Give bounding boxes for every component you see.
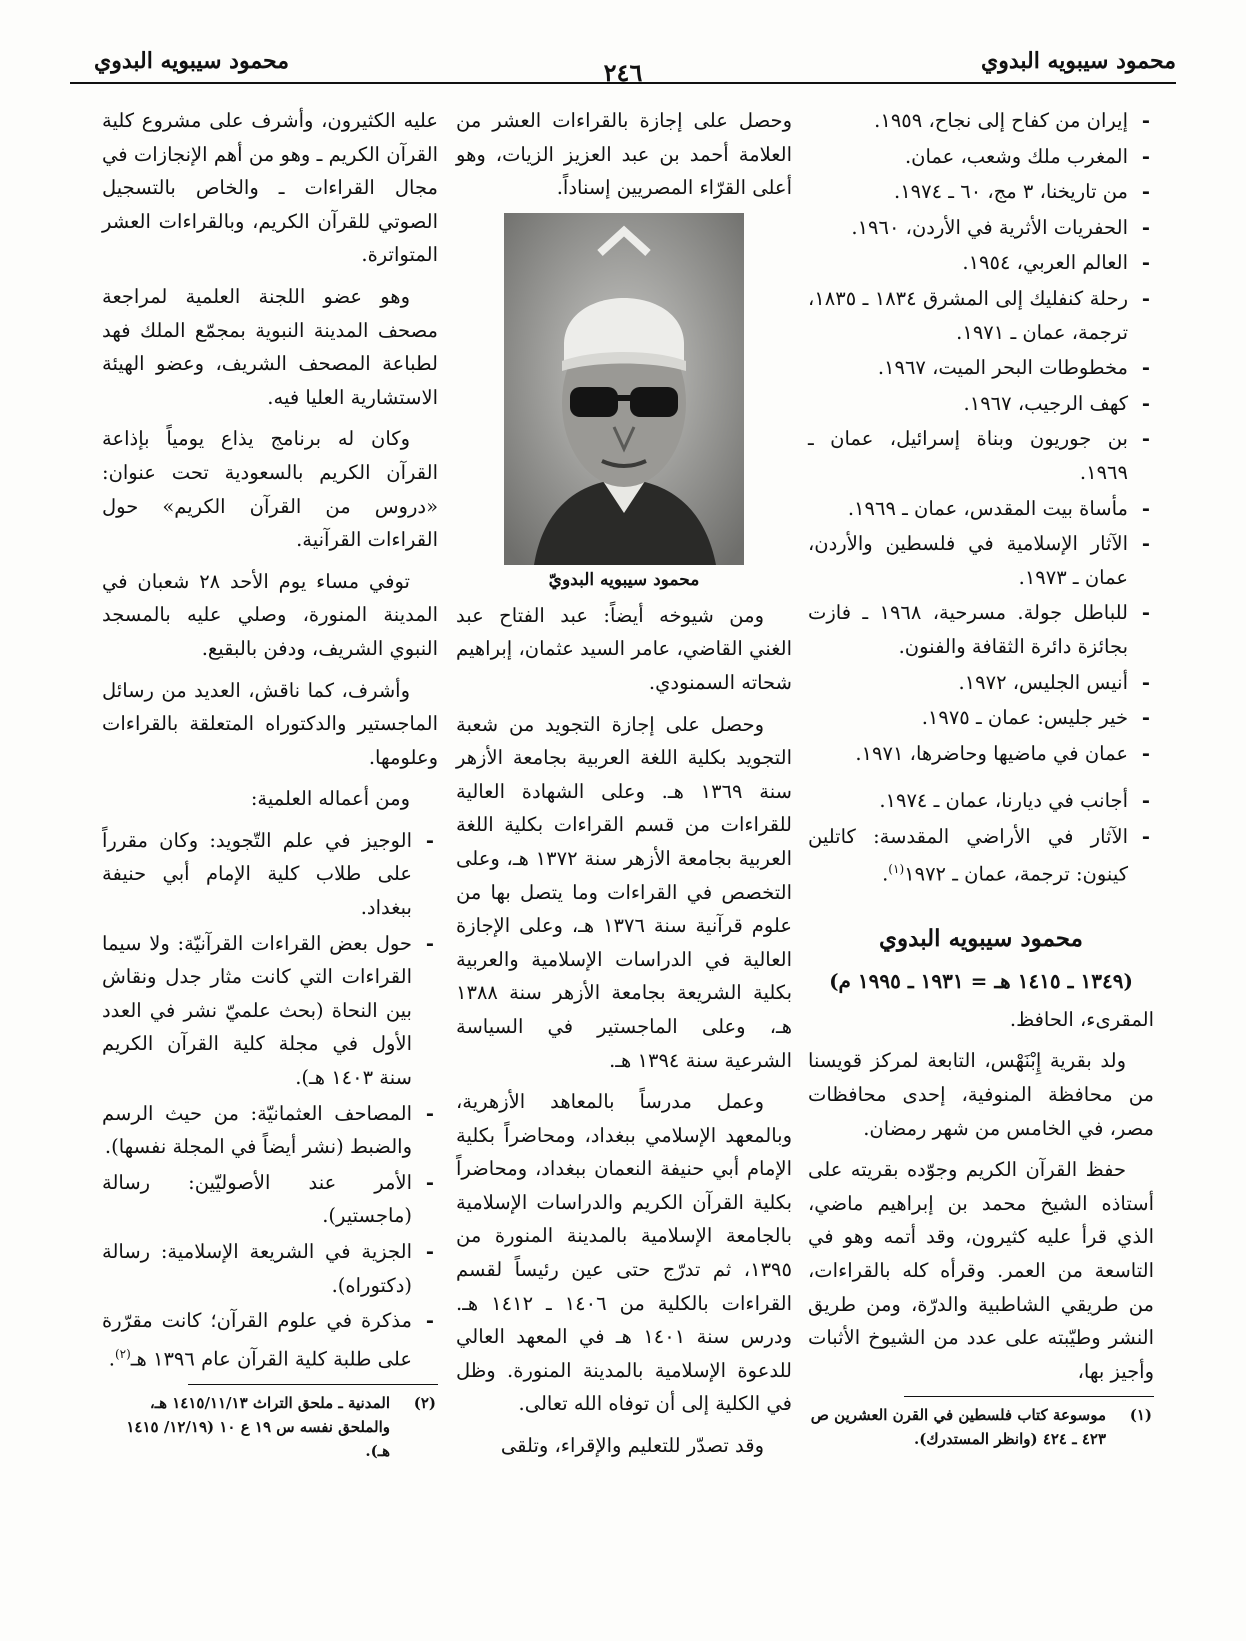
paragraph: وكان له برنامج يذاع يومياً بإذاعة القرآن الكريم بالسعودية تحت عنوان: «دروس من القرآن الكريم» حول القراءات القرآنية. bbox=[102, 427, 438, 552]
footnote-ref: (١) bbox=[888, 862, 905, 877]
works-list bbox=[102, 824, 438, 1376]
biography-title: محمود سيبويه البدوي bbox=[879, 924, 1083, 952]
paragraph: وحصل على إجازة التجويد من شعبة التجويد بكلية اللغة العربية بجامعة الأزهر سنة ١٣٦٩ هـ. وعلى الشهادة العالية للقراءات من قسم القراءات بكلية اللغة العربية بجامعة الأزهر سنة ١٣٧٢ هـ، وعلى التخصص في القراءات وما يتصل بها من علوم قرآنية سنة ١٣٧٦ هـ، وعلى الإجازة العالية في الدراسات الإسلامية والعربية بكلية الشريعة بجامعة الأزهر سنة ١٣٨٨ هـ، وعلى الماجستير في السياسة الشرعية سنة ١٣٩٤ هـ. bbox=[456, 712, 792, 1072]
paragraph: وهو عضو اللجنة العلمية لمراجعة مصحف المدينة النبوية بمجمّع الملك فهد لطباعة المصحف الشريف، وعضو الهيئة الاستشارية العليا فيه. bbox=[102, 284, 438, 409]
list-item: - من تاريخنا، ٣ مج، ٦٠ ـ ١٩٧٤. bbox=[808, 175, 1154, 209]
list-item: - أنيس الجليس، ١٩٧٢. bbox=[808, 666, 1154, 700]
running-head-left: محمود سيبويه البدوي bbox=[94, 48, 290, 74]
page-header bbox=[70, 40, 1176, 87]
header-rule bbox=[70, 82, 1176, 84]
list-item: - للباطل جولة. مسرحية، ١٩٦٨ ـ فازت بجائزة دائرة الثقافة والفنون. bbox=[808, 596, 1154, 663]
footnote bbox=[102, 1391, 438, 1463]
list-item: - خير جليس: عمان ـ ١٩٧٥. bbox=[808, 701, 1154, 735]
list-item: - مأساة بيت المقدس، عمان ـ ١٩٦٩. bbox=[808, 492, 1154, 526]
list-item: - العالم العربي، ١٩٥٤. bbox=[808, 246, 1154, 280]
list-item: - حول بعض القراءات القرآنيّة: ولا سيما القراءات التي كانت مثار جدل ونقاش بين النحاة (بحث علميّ نشر في العدد الأول في مجلة كلية القرآن الكريم سنة ١٤٠٣ هـ). bbox=[102, 927, 438, 1095]
portrait-caption: محمود سيبويه البدويّ bbox=[548, 569, 700, 590]
paragraph: ومن شيوخه أيضاً: عبد الفتاح عبد الغني القاضي، عامر السيد عثمان، إبراهيم شحاته السمنودي. bbox=[456, 603, 792, 694]
list-item: - الآثار الإسلامية في فلسطين والأردن، عمان ـ ١٩٧٣. bbox=[808, 527, 1154, 594]
list-item: - الوجيز في علم التّجويد: وكان مقرراً على طلاب كلية الإمام أبي حنيفة ببغداد. bbox=[102, 824, 438, 925]
portrait-image bbox=[504, 213, 744, 565]
paragraph: عليه الكثيرون، وأشرف على مشروع كلية القرآن الكريم ـ وهو من أهم الإنجازات في مجال القراءات ـ والخاص بالتسجيل الصوتي للقرآن الكريم، وبالقراءات العشر المتواترة. bbox=[102, 109, 438, 267]
list-item: - الجزية في الشريعة الإسلامية: رسالة (دكتوراه). bbox=[102, 1235, 438, 1302]
portrait-photo bbox=[504, 213, 744, 565]
footnote-rule bbox=[188, 1384, 438, 1385]
footnote-text: موسوعة كتاب فلسطين في القرن العشرين ص ٤٢٣ ـ ٤٢٤ (وانظر المستدرك). bbox=[810, 1406, 1106, 1449]
list-item: - الحفريات الأثرية في الأردن، ١٩٦٠. bbox=[808, 211, 1154, 245]
footnote bbox=[808, 1403, 1154, 1451]
list-item-text: الآثار في الأراضي المقدسة: كاتلين كينون: ترجمة، عمان ـ ١٩٧٢ bbox=[808, 824, 1128, 886]
bibliography-list bbox=[808, 104, 1154, 892]
biography-role: المقرىء، الحافظ. bbox=[1009, 1007, 1154, 1031]
footnote-ref: (٢) bbox=[114, 1346, 131, 1361]
footnote-text: المدنية ـ ملحق التراث ١٤١٥/١١/١٣ هـ، والملحق نفسه س ١٩ ع ١٠ (١٢/١٩/ ١٤١٥ هـ). bbox=[126, 1393, 390, 1460]
works-intro: ومن أعماله العلمية: bbox=[250, 787, 410, 811]
footnote-rule bbox=[904, 1396, 1154, 1397]
list-item-text: مذكرة في علوم القرآن؛ كانت مقرّرة على طلبة كلية القرآن عام ١٣٩٦ هـ bbox=[102, 1309, 412, 1371]
list-item: - الأمر عند الأصوليّين: رسالة (ماجستير). bbox=[102, 1166, 438, 1233]
list-item: - عمان في ماضيها وحاضرها، ١٩٧١. bbox=[808, 737, 1154, 771]
paragraph: وحصل على إجازة بالقراءات العشر من العلامة أحمد بن عبد العزيز الزيات، وهو أعلى القرّاء المصريين إسناداً. bbox=[456, 109, 792, 200]
list-item: - مخطوطات البحر الميت، ١٩٦٧. bbox=[808, 351, 1154, 385]
footnote-number: (٢) bbox=[413, 1393, 436, 1412]
list-item bbox=[102, 1304, 438, 1376]
list-item: - إيران من كفاح إلى نجاح، ١٩٥٩. bbox=[808, 104, 1154, 138]
list-item: - أجانب في ديارنا، عمان ـ ١٩٧٤. bbox=[808, 784, 1154, 818]
biography-dates: (١٣٤٩ ـ ١٤١٥ هـ = ١٩٣١ ـ ١٩٩٥ م) bbox=[829, 969, 1133, 994]
list-item: - رحلة كنفليك إلى المشرق ١٨٣٤ ـ ١٨٣٥، ترجمة، عمان ـ ١٩٧١. bbox=[808, 282, 1154, 349]
paragraph: وعمل مدرساً بالمعاهد الأزهرية، وبالمعهد الإسلامي ببغداد، ومحاضراً بكلية الإمام أبي حنيفة النعمان ببغداد، ومحاضراً بكلية القرآن الكريم والدراسات الإسلامية بالجامعة الإسلامية بالمدينة المنورة من ١٣٩٥، ثم تدرّج حتى عين رئيساً لقسم القراءات بالكلية من ١٤٠٦ ـ ١٤١٢ هـ. ودرس سنة ١٤٠١ هـ في المعهد العالي للدعوة الإسلامية بالمدينة المنورة. وظل في الكلية إلى أن توفاه الله تعالى. bbox=[456, 1090, 792, 1416]
paragraph: وقد تصدّر للتعليم والإقراء، وتلقى bbox=[500, 1434, 764, 1458]
column-middle bbox=[456, 104, 792, 1471]
page-number: ٢٤٦ bbox=[603, 58, 643, 87]
list-item: - كهف الرجيب، ١٩٦٧. bbox=[808, 387, 1154, 421]
list-item: - المغرب ملك وشعب، عمان. bbox=[808, 140, 1154, 174]
list-item: - بن جوريون وبناة إسرائيل، عمان ـ ١٩٦٩. bbox=[808, 422, 1154, 489]
list-item-end: . bbox=[882, 862, 889, 886]
column-right bbox=[808, 104, 1154, 1451]
footnote-number: (١) bbox=[1129, 1406, 1152, 1425]
paragraph: وأشرف، كما ناقش، العديد من رسائل الماجستير والدكتوراه المتعلقة بالقراءات وعلومها. bbox=[102, 678, 438, 769]
paragraph: توفي مساء يوم الأحد ٢٨ شعبان في المدينة المنورة، وصلي عليه بالمسجد النبوي الشريف، ودفن بالبقيع. bbox=[102, 569, 438, 660]
paragraph: حفظ القرآن الكريم وجوّده بقريته على أستاذه الشيخ محمد بن إبراهيم ماضي، الذي قرأ عليه كثيرون، وقد أتمه وهو في التاسعة من العمر. وقرأه كله بالقراءات، من طريقي الشاطبية والدرّة، ومن طريق النشر وطيّبته على عدد من الشيوخ الأثبات وأجيز بها، bbox=[808, 1158, 1154, 1383]
list-item: - المصاحف العثمانيّة: من حيث الرسم والضبط (نشر أيضاً في المجلة نفسها). bbox=[102, 1097, 438, 1164]
column-left bbox=[102, 104, 438, 1463]
paragraph: ولد بقرية إِبْنَهْس، التابعة لمركز قويسنا من محافظة المنوفية، إحدى محافظات مصر، في الخامس من شهر رمضان. bbox=[808, 1049, 1154, 1140]
list-item-end: . bbox=[108, 1347, 115, 1371]
running-head-right: محمود سيبويه البدوي bbox=[980, 48, 1176, 74]
list-item bbox=[808, 820, 1154, 892]
